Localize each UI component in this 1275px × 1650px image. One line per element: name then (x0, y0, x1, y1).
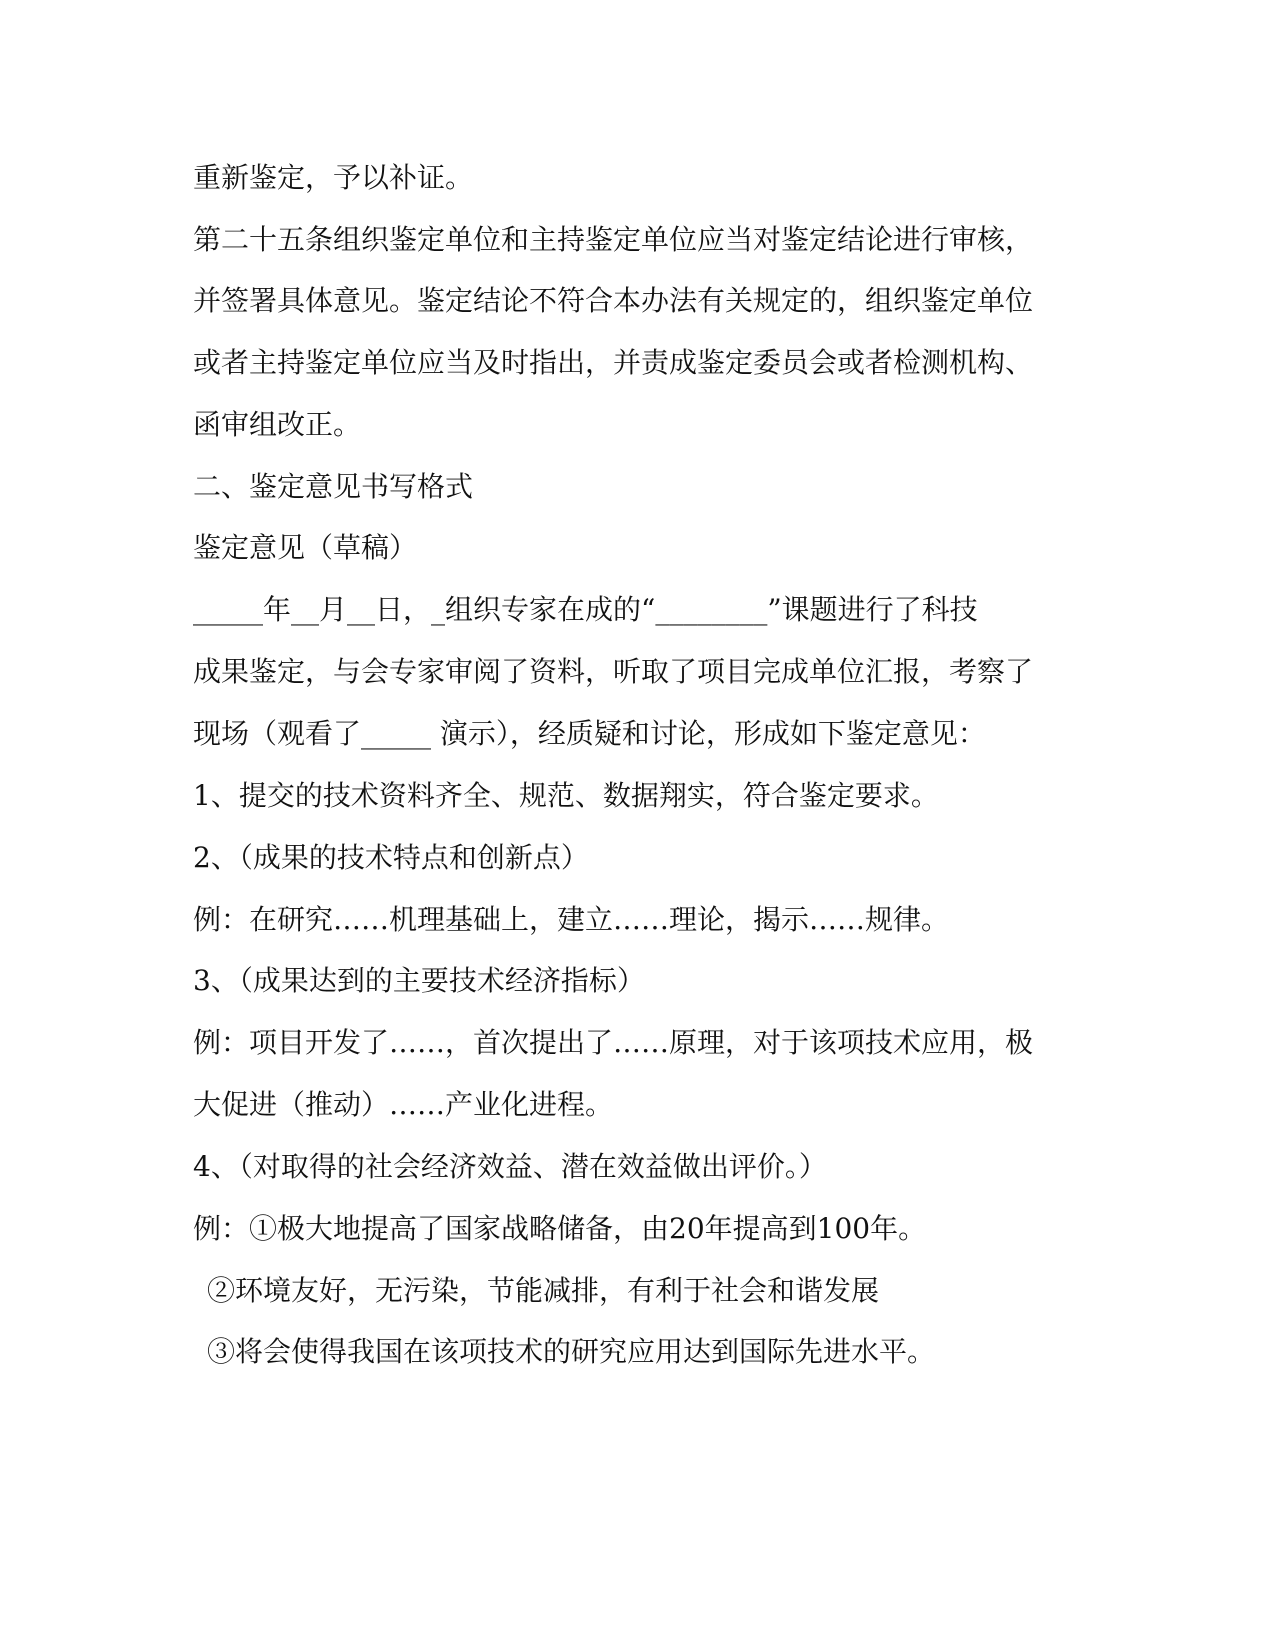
list-item: 4、（对取得的社会经济效益、潜在效益做出评价。） (193, 1150, 827, 1183)
section-heading: 二、鉴定意见书写格式 (193, 470, 474, 503)
list-item: 3、（成果达到的主要技术经济指标） (193, 964, 645, 997)
text-line: 大促进（推动）……产业化进程。 (193, 1088, 614, 1121)
example-line: ②环境友好，无污染，节能减排，有利于社会和谐发展 (207, 1274, 880, 1307)
text-line: 第二十五条组织鉴定单位和主持鉴定单位应当对鉴定结论进行审核， (193, 223, 1034, 256)
text-line: 现场（观看了_____ 演示），经质疑和讨论，形成如下鉴定意见： (193, 717, 986, 750)
example-line: ③将会使得我国在该项技术的研究应用达到国际先进水平。 (207, 1335, 936, 1368)
example-line: 例：①极大地提高了国家战略储备，由20年提高到100年。 (193, 1212, 927, 1245)
list-item: 2、（成果的技术特点和创新点） (193, 841, 589, 874)
subheading: 鉴定意见（草稿） (193, 531, 418, 564)
example-line: 例：项目开发了……，首次提出了……原理，对于该项技术应用，极 (193, 1026, 1034, 1059)
text-line: 并签署具体意见。鉴定结论不符合本办法有关规定的，组织鉴定单位 (193, 284, 1034, 317)
text-line: 重新鉴定，予以补证。 (193, 161, 474, 194)
text-line: _____年__月__日，_组织专家在成的“________”课题进行了科技 (193, 593, 978, 626)
example-line: 例：在研究……机理基础上，建立……理论，揭示……规律。 (193, 903, 950, 936)
text-line: 或者主持鉴定单位应当及时指出，并责成鉴定委员会或者检测机构、 (193, 346, 1034, 379)
text-line: 成果鉴定，与会专家审阅了资料，听取了项目完成单位汇报，考察了 (193, 655, 1034, 688)
text-line: 函审组改正。 (193, 408, 362, 441)
list-item: 1、提交的技术资料齐全、规范、数据翔实，符合鉴定要求。 (193, 779, 939, 812)
